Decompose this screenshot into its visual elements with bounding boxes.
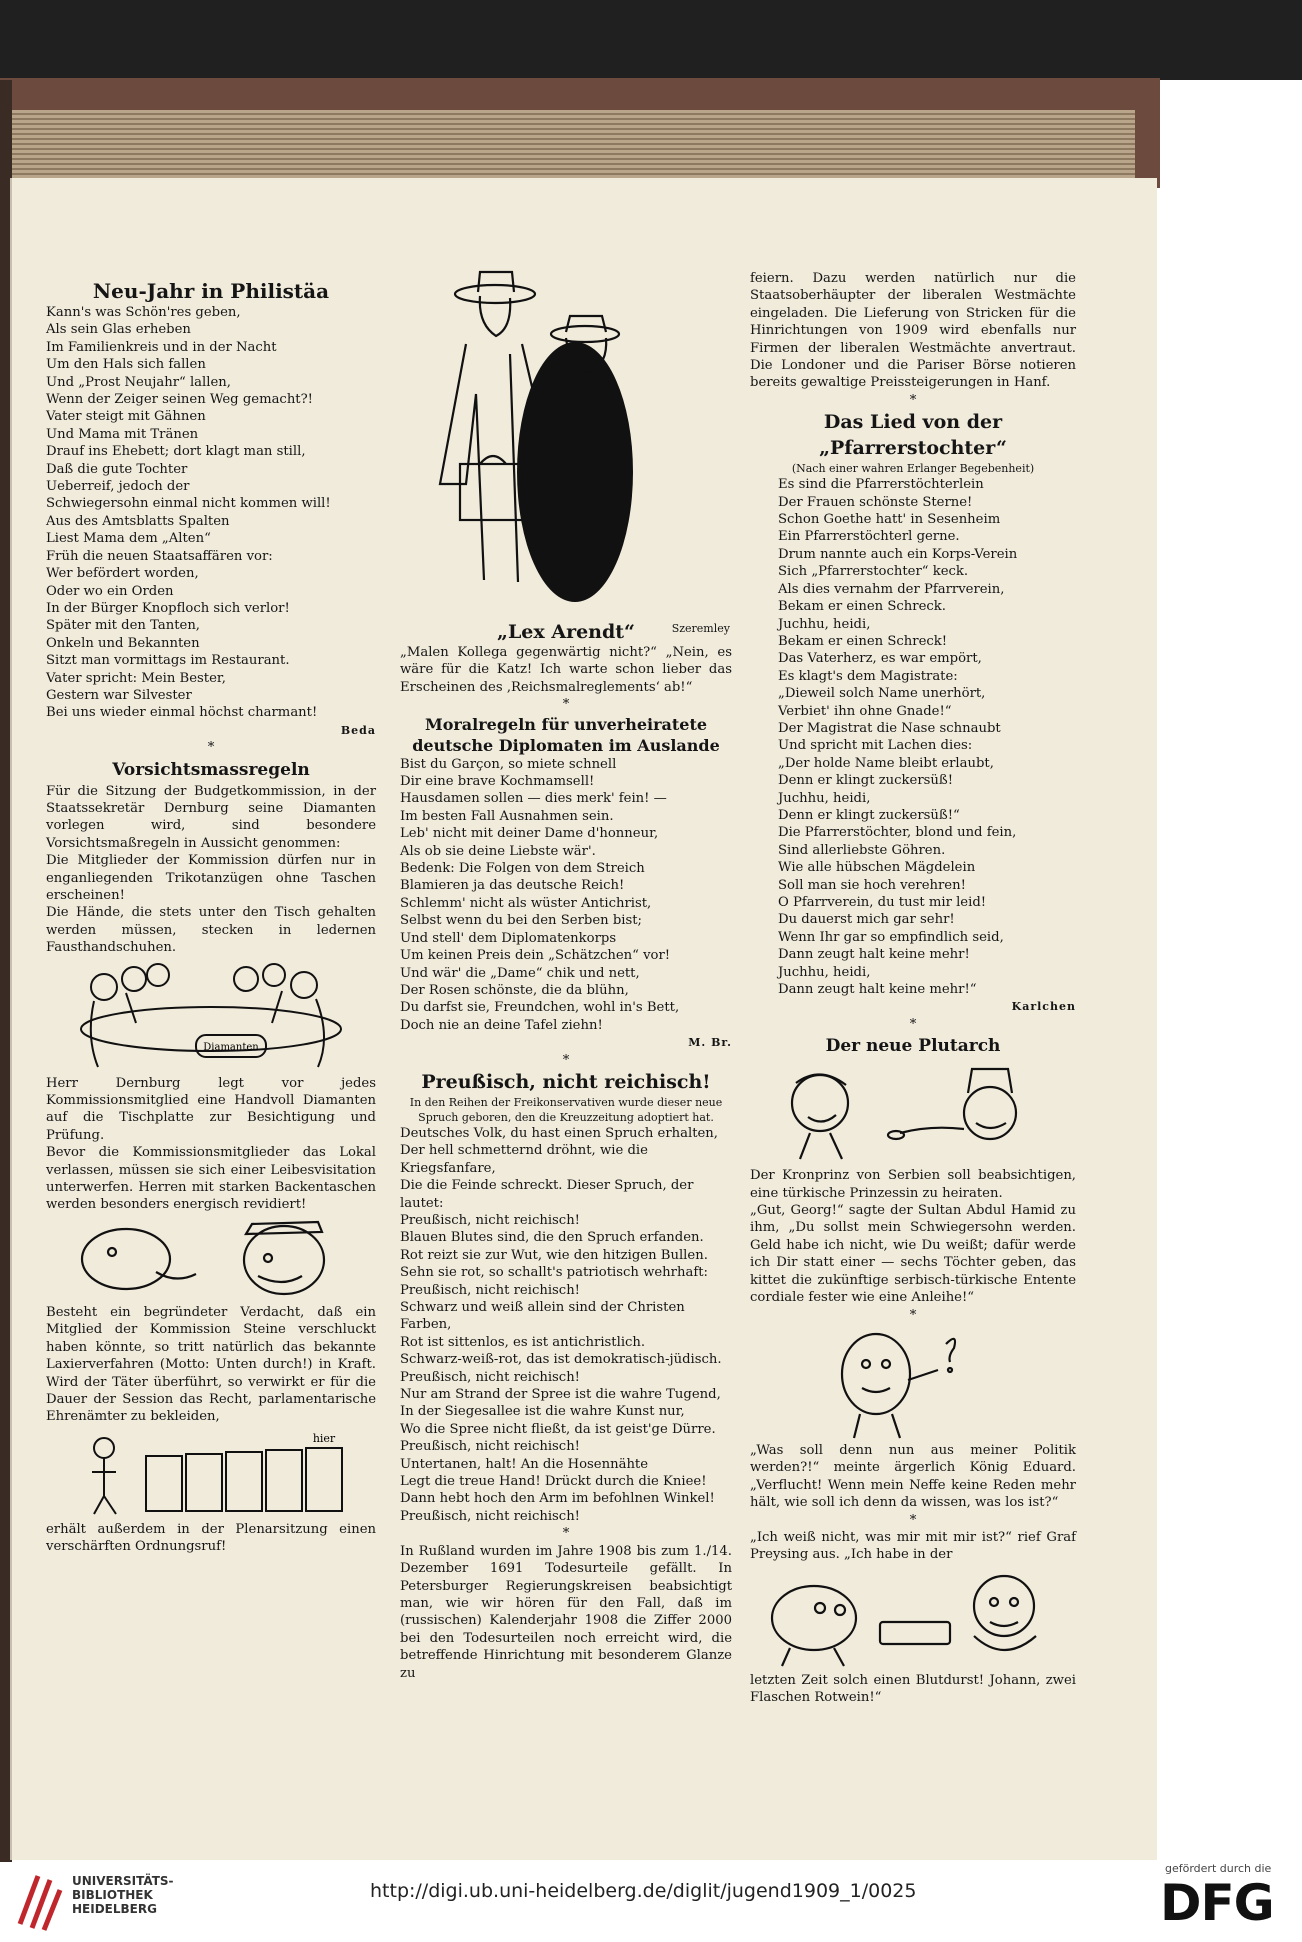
paragraph: „Was soll denn nun aus meiner Politik werden?!“ meinte ärgerlich König Eduard. „Verflucht! Wenn mein Neffe keine Reden mehr hält, wie soll ich denn da wissen, was los ist?“ — [750, 1442, 1076, 1511]
source-url-link[interactable]: http://digi.ub.uni-heidelberg.de/diglit/jugend1909_1/0025 — [370, 1880, 917, 1902]
illustration-commission-table — [46, 957, 376, 1075]
ub-heidelberg-logo-icon — [14, 1868, 66, 1934]
paragraph: Für die Sitzung der Budgetkommission, in der Staatssekretär Dernburg seine Diamanten vorlegen wird, sind besondere Vorsichtsmaßregeln in Aussicht genommen: — [46, 783, 376, 851]
separator-star: * — [909, 1512, 917, 1528]
illustration-king-edward — [750, 1324, 1076, 1442]
institution-line: BIBLIOTHEK — [72, 1888, 153, 1902]
author-signature: Beda — [340, 723, 376, 737]
paragraph: feiern. Dazu werden natürlich nur die Staatsoberhäupter der liberalen Westmächte eingeladen. Die Lieferung von Stricken für die Hinrichtungen von 1909 wird ebenfalls nur Firmen der liberalen Westmächte anvertraut. Die Londoner und die Pariser Börse notieren bereits gewaltige Preissteigerungen in Hanf. — [750, 271, 1076, 391]
illustration-prince-sultan — [750, 1059, 1076, 1167]
poem-title-neujahr: Neu-Jahr in Philistäa — [92, 279, 330, 303]
poem-stanza: Die Pfarrerstöchter, blond und fein, Sind allerliebste Göhren. Wie alle hübschen Mägdelein Soll man sie hoch verehren! O Pfarrverein, du tust mir leid! Du dauerst mich gar sehr! Wenn Ihr gar so empfindlich seid, Dann zeugt halt keine mehr! Juchhu, heidi, Dann zeugt halt keine mehr!“ — [778, 825, 1017, 998]
institution-line: UNIVERSITÄTS- — [72, 1874, 174, 1888]
dfg-logo: DFG — [1160, 1874, 1274, 1932]
poem-stanza: Untertanen, halt! An die Hosennähte Legt die treue Hand! Drückt durch die Kniee! Dann hebt hoch den Arm im befohlnen Winkel! Preußisch, nicht reichisch! — [400, 1456, 715, 1524]
separator-star: * — [909, 392, 917, 408]
cartoon-caption: „Malen Kollega gegenwärtig nicht?“ „Nein, es wäre für die Katz! Ich warte schon lieber das Erscheinen des ‚Reichsmalreglements‘ ab!“ — [400, 645, 732, 695]
column-middle — [400, 264, 732, 1682]
section-title-vorsicht: Vorsichtsmassregeln — [112, 759, 310, 780]
column-right — [750, 270, 1076, 1707]
title-plutarch: Der neue Plutarch — [825, 1036, 1001, 1057]
paragraph: „Gut, Georg!“ sagte der Sultan Abdul Hamid zu ihm, „Du sollst mein Schwiegersohn werden. Geld habe ich nicht, wie Du weißt; dafür werde ich Dir statt einer — sechs Töchter geben, das kittet die zukünftige serbisch-türkische Entente cordiale fester wie eine Anleihe!“ — [750, 1203, 1076, 1306]
paragraph: Herr Dernburg legt vor jedes Kommissionsmitglied eine Handvoll Diamanten auf die Tischplatte zur Besichtigung und Prüfung. — [46, 1075, 376, 1143]
intro-note: In den Reihen der Freikonservativen wurde dieser neue Spruch geboren, den die Kreuzzeitung adoptiert hat. — [409, 1095, 723, 1124]
title-preussisch: Preußisch, nicht reichisch! — [421, 1070, 711, 1093]
separator-star: * — [207, 740, 215, 756]
ill-label-diamanten: Diamanten — [203, 1041, 259, 1053]
poem-stanza: Schlemm' nicht als wüster Antichrist, Selbst wenn du bei den Serben bist; Und stell' dem Diplomatenkorps Um keinen Preis dein „Schätzchen“ vor! Und wär' die „Dame“ chik und nett, Der Rosen schönste, die da blühn, Du darfst sie, Freundchen, wohl in's Bett, Doch nie an deine Tafel ziehn! — [400, 895, 680, 1033]
poem-stanza: Schwarz und weiß allein sind der Christen Farben, Rot ist sittenlos, es ist antichristlich. Schwarz-weiß-rot, das ist demokratisch-jüdisch. Preußisch, nicht reichisch! — [400, 1300, 722, 1385]
magazine-page — [10, 178, 1157, 1860]
column-left — [46, 278, 376, 1556]
separator-star: * — [562, 1526, 570, 1542]
cartoon-artist: Szeremley — [671, 622, 730, 635]
paragraph: In Rußland wurden im Jahre 1908 bis zum 1./14. Dezember 1691 Todesurteile gefällt. In Petersburger Regierungskreisen beabsichtigt man, wie wir hören für den Fall, daß im (russischen) Kalenderjahr 1908 die Ziffer 2000 bei den Todesurteilen noch erreicht wird, die betreffende Hinrichtung mit besonderem Glanze zu — [400, 1543, 732, 1681]
author-signature: M. Br. — [688, 1036, 732, 1050]
illustration-two-faces — [46, 1214, 376, 1304]
funder-label: gefördert durch die — [1165, 1862, 1272, 1875]
separator-star: * — [562, 697, 570, 713]
poem-stanza: Es sind die Pfarrerstöchterlein Der Frauen schönste Sterne! Schon Goethe hatt' in Sesenheim Ein Pfarrerstöchterl gerne. Drum nannte auch ein Korps-Verein Sich „Pfarrerstochter“ keck. Als dies vernahm der Pfarrverein, Bekam er einen Schreck. Juchhu, heidi, Bekam er einen Schreck! — [778, 477, 1018, 649]
title-moralregeln: Moralregeln für unverheiratete deutsche Diplomaten im Auslande — [412, 714, 720, 755]
poem-stanza: Nur am Strand der Spree ist die wahre Tugend, In der Siegesallee ist die wahre Kunst nur, Wo die Spree nicht fließt, da ist geist'ge Dürre. Preußisch, nicht reichisch! — [400, 1387, 721, 1455]
poem-stanza: Das Vaterherz, es war empört, Es klagt's dem Magistrate: „Dieweil solch Name unerhört, Verbiet' ihn ohne Gnade!“ Der Magistrat die Nase schnaubt Und spricht mit Lachen dies: „Der holde Name bleibt erlaubt, Denn er klingt zuckersüß! Juchhu, heidi, Denn er klingt zuckersüß!“ — [778, 651, 1001, 823]
paragraph: Besteht ein begründeter Verdacht, daß ein Mitglied der Kommission Steine verschluckt haben könnte, so tritt natürlich das bekannte Laxierverfahren (Motto: Unten durch!) in Kraft. Wird der Täter überführt, so verwirkt er für die Dauer der Session das Recht, parlamentarische Ehrenämter zu bekleiden, — [46, 1304, 376, 1425]
paragraph: letzten Zeit solch einen Blutdurst! Johann, zwei Flaschen Rotwein!“ — [750, 1672, 1076, 1706]
author-signature: Karlchen — [1011, 1000, 1076, 1014]
subtitle: (Nach einer wahren Erlanger Begebenheit) — [791, 462, 1035, 476]
footer-bar — [0, 1862, 1302, 1942]
separator-star: * — [909, 1307, 917, 1323]
cartoon-title: „Lex Arendt“ — [497, 621, 635, 643]
paragraph: „Ich weiß nicht, was mir mit mir ist?“ rief Graf Preysing aus. „Ich habe in der — [750, 1529, 1076, 1563]
illustration-graf-preysing — [750, 1564, 1076, 1672]
paragraph: Die Hände, die stets unter den Tisch gehalten werden müssen, stecken in ledernen Fausthandschuhen. — [46, 905, 376, 956]
cartoon-lex-arendt — [400, 264, 732, 620]
institution-line: HEIDELBERG — [72, 1902, 157, 1916]
poem-stanza: Blauen Blutes sind, die den Spruch erfanden. Rot reizt sie zur Wut, wie den hitzigen Bullen. Sehn sie rot, so schallt's patriotisch wehrhaft: Preußisch, nicht reichisch! — [400, 1230, 708, 1298]
poem-stanza: Bist du Garçon, so miete schnell Dir eine brave Kochmamsell! Hausdamen sollen — dies merk' fein! — Im besten Fall Ausnahmen sein. Leb' nicht mit deiner Dame d'honneur, Als ob sie deine Liebste wär'. Bedenk: Die Folgen von dem Streich Blamieren ja das deutsche Reich! — [400, 756, 667, 894]
separator-star: * — [909, 1016, 917, 1032]
ill-label-hier: hier — [312, 1431, 336, 1445]
paragraph: Der Kronprinz von Serbien soll beabsichtigen, eine türkische Prinzessin zu heiraten. — [750, 1168, 1076, 1201]
paragraph: erhält außerdem in der Plenarsitzung einen verschärften Ordnungsruf! — [46, 1521, 376, 1555]
book-page-edges — [10, 110, 1135, 180]
institution-name — [72, 1874, 174, 1916]
title-pfarrerstochter: Das Lied von der „Pfarrerstochter“ — [819, 411, 1007, 460]
illustration-lockers — [46, 1426, 376, 1521]
poem-stanza: Deutsches Volk, du hast einen Spruch erhalten, Der hell schmetternd dröhnt, wie die Kriegsfanfare, Die die Feinde schreckt. Dieser Spruch, der lautet: Preußisch, nicht reichisch! — [400, 1125, 718, 1228]
separator-star: * — [562, 1052, 570, 1068]
poem-stanza: Aus des Amtsblatts Spalten Liest Mama dem „Alten“ Früh die neuen Staatsaffären vor: Wer befördert worden, Oder wo ein Orden In der Bürger Knopfloch sich verlor! Später mit den Tanten, Onkeln und Bekannten Sitzt man vormittags im Restaurant. Vater spricht: Mein Bester, Gestern war Silvester Bei uns wieder einmal höchst charmant! — [46, 513, 318, 721]
paragraph: Bevor die Kommissionsmitglieder das Lokal verlassen, müssen sie sich einer Leibesvisitation unterwerfen. Herren mit starken Backentaschen werden besonders energisch revidiert! — [46, 1145, 376, 1213]
poem-stanza: Kann's was Schön'res geben, Als sein Glas erheben Im Familienkreis und in der Nacht Um den Hals sich fallen Und „Prost Neujahr“ lallen, Wenn der Zeiger seinen Weg gemacht?! Vater steigt mit Gähnen Und Mama mit Tränen Drauf ins Ehebett; dort klagt man still, Daß die gute Tochter Ueberreif, jedoch der Schwiegersohn einmal nicht kommen will! — [46, 305, 331, 512]
paragraph: Die Mitglieder der Kommission dürfen nur in enganliegenden Trikotanzügen ohne Taschen erscheinen! — [46, 853, 376, 903]
scan-top-background — [0, 0, 1302, 80]
